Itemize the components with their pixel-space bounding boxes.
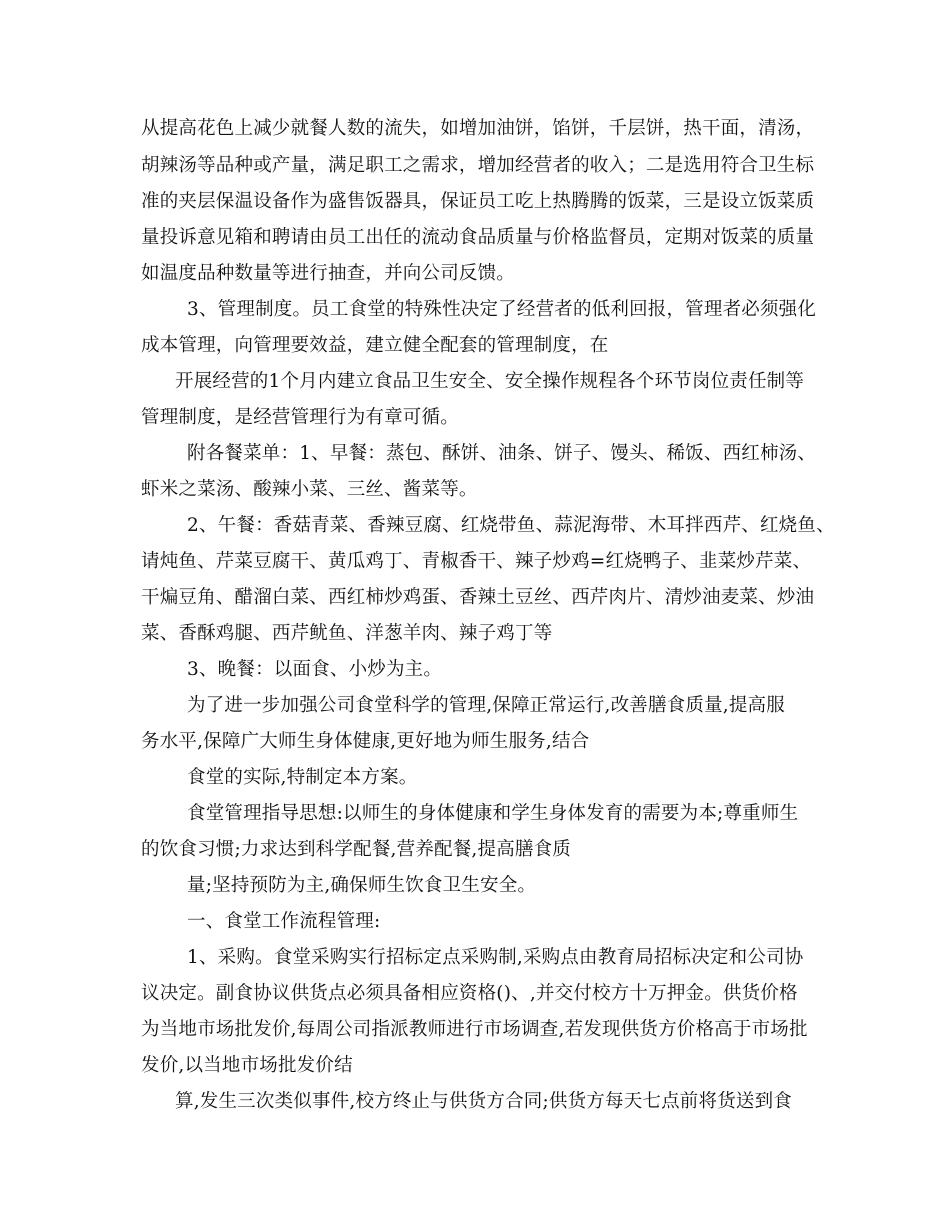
text-line-16: 3、晚餐：以面食、小炒为主。 — [187, 659, 443, 680]
text-line-13: 请炖鱼、芹菜豆腐干、黄瓜鸡丁、青椒香干、辣子炒鸡=红烧鸭子、韭菜炒芹菜、 — [141, 551, 812, 572]
text-line-1: 从提高花色上减少就餐人数的流失，如增加油饼，馅饼，千层饼，热干面，清汤， — [141, 118, 815, 139]
text-line-4: 量投诉意见箱和聘请由员工出任的流动食品质量与价格监督员，定期对饭菜的质量 — [141, 227, 815, 248]
text-line-25: 议决定。副食协议供货点必须具备相应资格()、,并交付校方十万押金。供货价格 — [141, 983, 798, 1004]
text-line-28: 算,发生三次类似事件,校方终止与供货方合同;供货方每天七点前将货送到食 — [175, 1091, 792, 1112]
text-line-27: 发价,以当地市场批发价结 — [141, 1055, 353, 1076]
text-line-15: 菜、香酥鸡腿、西芹鱿鱼、洋葱羊肉、辣子鸡丁等 — [141, 623, 553, 644]
text-line-6: 3、管理制度。员工食堂的特殊性决定了经营者的低利回报，管理者必须强化 — [187, 299, 817, 320]
text-line-10: 附各餐菜单：1、早餐：蒸包、酥饼、油条、饼子、馒头、稀饭、西红柿汤、 — [187, 443, 817, 464]
text-line-17: 为了进一步加强公司食堂科学的管理,保障正常运行,改善膳食质量,提高服 — [187, 695, 785, 716]
text-line-26: 为当地市场批发价,每周公司指派教师进行市场调查,若发现供货方价格高于市场批 — [141, 1019, 808, 1040]
text-line-2: 胡辣汤等品种或产量，满足职工之需求，增加经营者的收入；二是选用符合卫生标 — [141, 155, 815, 176]
text-line-24: 1、采购。食堂采购实行招标定点采购制,采购点由教育局招标决定和公司协 — [187, 947, 804, 968]
text-line-5: 如温度品种数量等进行抽查，并向公司反馈。 — [141, 263, 516, 284]
text-line-19: 食堂的实际,特制定本方案。 — [187, 767, 418, 788]
text-line-21: 的饮食习惯;力求达到科学配餐,营养配餐,提高膳食质 — [141, 839, 571, 860]
text-line-22: 量;坚持预防为主,确保师生饮食卫生安全。 — [187, 875, 537, 896]
text-line-8: 开展经营的1个月内建立食品卫生安全、安全操作规程各个环节岗位责任制等 — [175, 371, 805, 392]
text-line-3: 准的夹层保温设备作为盛售饭器具，保证员工吃上热腾腾的饭菜，三是设立饭菜质 — [141, 191, 815, 212]
text-line-20: 食堂管理指导思想:以师生的身体健康和学生身体发育的需要为本;尊重师生 — [187, 803, 799, 824]
text-line-9: 管理制度，是经营管理行为有章可循。 — [141, 407, 459, 428]
text-line-14: 干煸豆角、醋溜白菜、西红柿炒鸡蛋、香辣土豆丝、西芹肉片、清炒油麦菜、炒油 — [141, 587, 815, 608]
text-line-7: 成本管理，向管理要效益，建立健全配套的管理制度，在 — [141, 335, 609, 356]
text-line-12: 2、午餐：香菇青菜、香辣豆腐、红烧带鱼、蒜泥海带、木耳拌西芹、红烧鱼、 — [187, 515, 835, 536]
text-line-23: 一、食堂工作流程管理: — [187, 911, 381, 932]
text-line-18: 务水平,保障广大师生身体健康,更好地为师生服务,结合 — [141, 731, 590, 752]
text-line-11: 虾米之菜汤、酸辣小菜、三丝、酱菜等。 — [141, 479, 478, 500]
